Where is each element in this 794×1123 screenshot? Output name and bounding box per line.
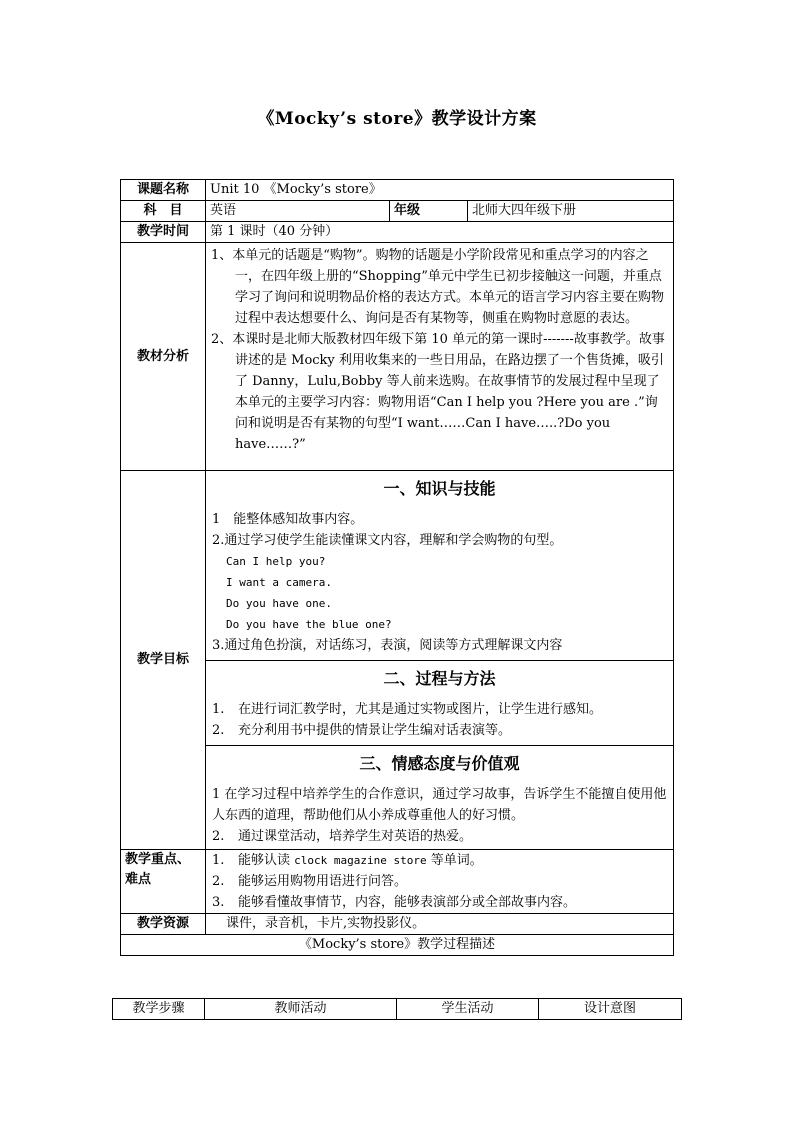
subject-value: 英语 (206, 201, 390, 222)
subject-label: 科 目 (121, 201, 206, 222)
process-title: 《Mocky’s store》教学过程描述 (121, 935, 674, 956)
list-item: 3. 能够看懂故事情节，内容，能够表演部分或全部故事内容。 (212, 895, 577, 910)
time-value: 第 1 课时（40 分钟） (206, 222, 674, 243)
goal-line: 1 能整体感知故事内容。 (212, 512, 364, 527)
list-item: 1. 在进行词汇教学时，尤其是通过实物或图片，让学生进行感知。 (212, 702, 603, 717)
list-item: 2. 充分利用书中提供的情景让学生编对话表演等。 (212, 723, 512, 738)
goals-section-attitude (206, 746, 673, 849)
header-cell: 学生活动 (397, 999, 539, 1020)
goals-label: 教学目标 (121, 471, 206, 850)
section-heading: 二、过程与方法 (383, 669, 496, 688)
resources-value: 课件，录音机，卡片,实物投影仪。 (206, 914, 674, 935)
steps-header-table (112, 998, 682, 1020)
list-item: 2. 能够运用购物用语进行问答。 (212, 874, 408, 889)
time-label: 教学时间 (121, 222, 206, 243)
page-title: 《Mocky’s store》教学设计方案 (257, 109, 537, 129)
sentence-pattern: Can I help you? (226, 555, 326, 568)
goal-line: 2.通过学习使学生能读懂课文内容，理解和学会购物的句型。 (212, 533, 563, 548)
analysis-item-2: 2、本课时是北师大版教材四年级下第 10 单元的第一课时-------故事教学。故事讲述的是 Mocky 利用收集来的一些日用品，在路边摆了一个售货摊，吸引了 Danny，Lulu,Bobby 等人前来选购。在故事情节的发展过程中呈现了本单元的主要学习内容：购物用语“Can I help you ?Here you are .”询问和说明是否有某物的句型“I want……Can I have…..?Do you have……?” (211, 332, 665, 452)
sentence-pattern: Do you have the blue one? (226, 618, 392, 631)
row-goals (121, 471, 674, 850)
sentence-pattern: I want a camera. (226, 576, 332, 589)
section-heading: 三、情感态度与价值观 (359, 754, 520, 773)
goals-section-process (206, 661, 673, 746)
row-time (121, 222, 674, 243)
row-keypoints (121, 850, 674, 914)
header-cell: 教师活动 (205, 999, 397, 1020)
goals-section-knowledge (206, 471, 673, 661)
section-heading: 一、知识与技能 (383, 479, 496, 498)
list-item: 1. 能够认读 clock magazine store 等单词。 (212, 853, 483, 868)
goal-paragraph: 1 在学习过程中培养学生的合作意识，通过学习故事，告诉学生不能擅自使用他人东西的道理，帮助他们从小养成尊重他人的好习惯。 (212, 787, 667, 823)
row-course (121, 180, 674, 201)
goals-content (206, 471, 674, 850)
header-cell: 教学步骤 (113, 999, 205, 1020)
course-label: 课题名称 (121, 180, 206, 201)
resources-label: 教学资源 (121, 914, 206, 935)
goal-line: 3.通过角色扮演，对话练习，表演，阅读等方式理解课文内容 (212, 638, 563, 653)
list-item: 2. 通过课堂活动，培养学生对英语的热爱。 (212, 829, 473, 844)
analysis-label: 教材分析 (121, 243, 206, 471)
row-subject (121, 201, 674, 222)
header-cell: 设计意图 (539, 999, 682, 1020)
analysis-content (206, 243, 674, 471)
keypoints-label: 教学重点、 难点 (121, 850, 206, 914)
steps-header-row (113, 999, 682, 1020)
lesson-plan-table (120, 179, 674, 956)
grade-label: 年级 (390, 201, 468, 222)
row-resources (121, 914, 674, 935)
course-value: Unit 10 《Mocky’s store》 (206, 180, 674, 201)
grade-value: 北师大四年级下册 (468, 201, 674, 222)
analysis-item-1: 1、本单元的话题是“购物”。购物的话题是小学阶段常见和重点学习的内容之一，在四年级上册的“Shopping”单元中学生已初步接触这一问题，并重点学习了询问和说明物品价格的表达方式。本单元的语言学习内容主要在购物过程中表达想要什么、询问是否有某物等，侧重在购物时意愿的表达。 (211, 248, 665, 326)
keypoints-content (206, 850, 674, 914)
row-process-title (121, 935, 674, 956)
row-analysis (121, 243, 674, 471)
sentence-pattern: Do you have one. (226, 597, 332, 610)
